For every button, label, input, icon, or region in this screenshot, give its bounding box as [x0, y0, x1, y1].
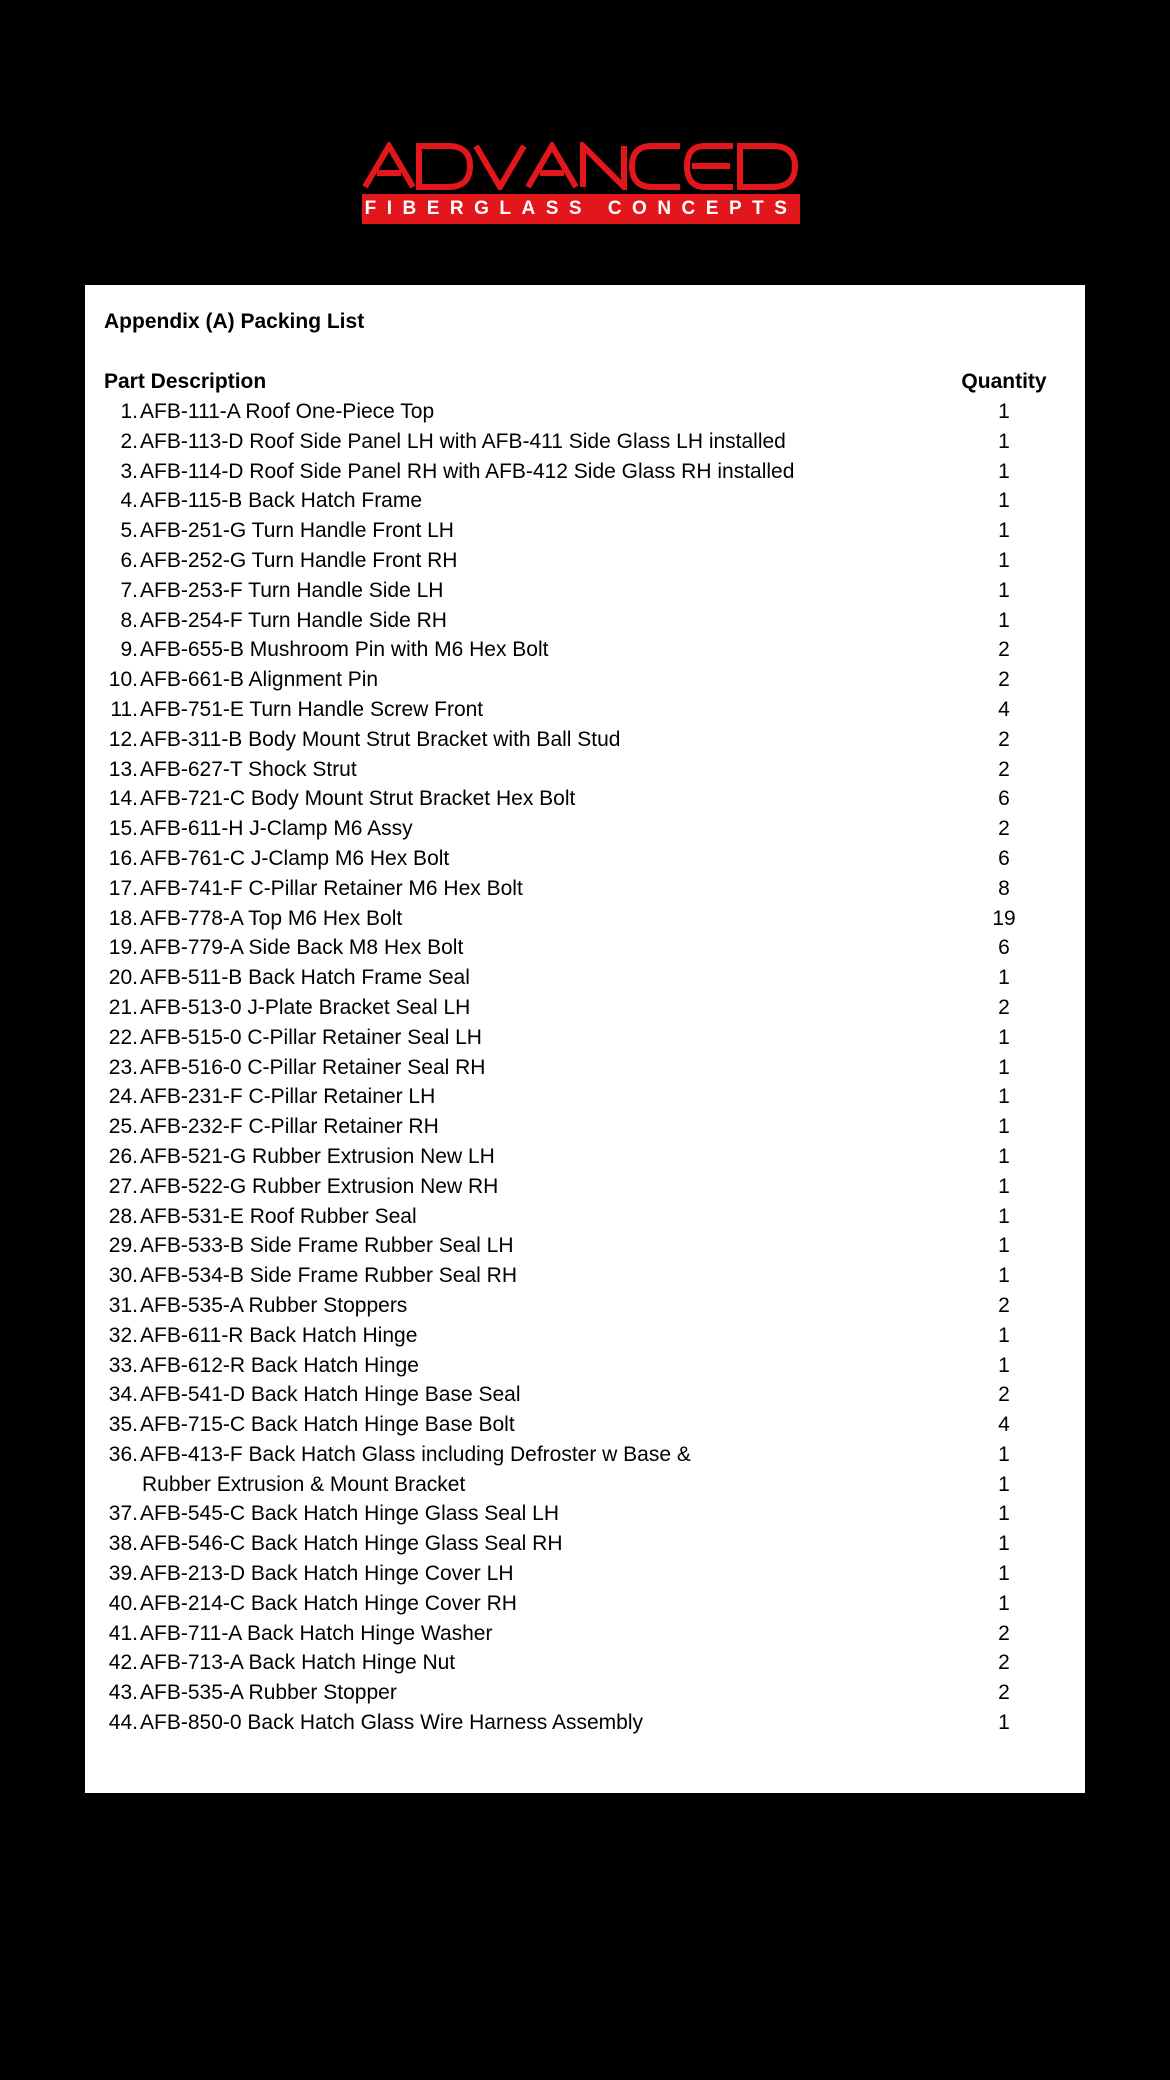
item-number: 6.: [120, 548, 138, 572]
list-item: [85, 1470, 1085, 1500]
list-item: [85, 1648, 1085, 1678]
list-item: [85, 1142, 1085, 1172]
item-description: AFB-231-F C-Pillar Retainer LH: [140, 1085, 436, 1109]
item-description: AFB-751-E Turn Handle Screw Front: [140, 697, 484, 721]
list-item: [85, 874, 1085, 904]
item-quantity: 1: [998, 1442, 1010, 1466]
item-description: AFB-114-D Roof Side Panel RH with AFB-412 Side Glass RH installed: [140, 459, 795, 483]
item-number: 13.: [108, 757, 138, 781]
item-description: AFB-515-0 C-Pillar Retainer Seal LH: [140, 1025, 482, 1049]
column-header-description: Part Description: [104, 370, 267, 393]
item-description: AFB-611-R Back Hatch Hinge: [140, 1323, 418, 1347]
item-number: 40.: [108, 1591, 138, 1615]
item-number: 44.: [108, 1711, 138, 1735]
item-number: 39.: [108, 1562, 138, 1586]
column-header-quantity: Quantity: [961, 370, 1047, 393]
list-item: [85, 486, 1085, 516]
item-quantity: 1: [998, 608, 1010, 632]
item-quantity: 2: [998, 995, 1010, 1019]
item-number: 36.: [108, 1442, 138, 1466]
item-number: 34.: [108, 1383, 138, 1407]
item-description: AFB-522-G Rubber Extrusion New RH: [140, 1174, 499, 1198]
item-number: 3.: [120, 459, 138, 483]
item-number: 1.: [120, 400, 138, 423]
list-item: [85, 1291, 1085, 1321]
item-description: AFB-535-A Rubber Stoppers: [140, 1293, 408, 1317]
item-number: 38.: [108, 1532, 138, 1556]
item-description: AFB-253-F Turn Handle Side LH: [140, 578, 444, 602]
item-number: 15.: [108, 817, 138, 841]
list-item: [85, 1529, 1085, 1559]
item-quantity: 2: [998, 817, 1010, 841]
item-description: AFB-779-A Side Back M8 Hex Bolt: [140, 936, 464, 960]
item-number: 24.: [108, 1085, 138, 1109]
item-quantity: 4: [998, 697, 1010, 721]
list-item: [85, 546, 1085, 576]
item-number: 12.: [108, 727, 138, 751]
list-item: [85, 665, 1085, 695]
list-item: [85, 1708, 1085, 1738]
item-quantity: 1: [998, 1025, 1010, 1049]
item-quantity: 2: [998, 1293, 1010, 1317]
item-quantity: 1: [998, 1174, 1010, 1198]
item-quantity: 2: [998, 757, 1010, 781]
item-number: 33.: [108, 1353, 138, 1377]
item-quantity: 8: [998, 876, 1010, 900]
item-number: 35.: [108, 1413, 138, 1437]
list-item: [85, 844, 1085, 874]
item-quantity: 6: [998, 846, 1010, 870]
item-number: 26.: [108, 1144, 138, 1168]
item-quantity: 1: [998, 1115, 1010, 1139]
item-number: 27.: [108, 1174, 138, 1198]
list-item: [85, 1231, 1085, 1261]
item-number: 16.: [108, 846, 138, 870]
item-quantity: 6: [998, 936, 1010, 960]
item-quantity: 1: [998, 1591, 1010, 1615]
packing-list-page: [85, 285, 1085, 1793]
item-number: 30.: [108, 1264, 138, 1288]
list-item: [85, 457, 1085, 487]
item-quantity: 1: [998, 1532, 1010, 1556]
item-description: AFB-516-0 C-Pillar Retainer Seal RH: [140, 1055, 486, 1079]
item-number: 11.: [110, 697, 138, 721]
item-description: AFB-711-A Back Hatch Hinge Washer: [140, 1621, 493, 1645]
list-item: [85, 1410, 1085, 1440]
list-item: [85, 1351, 1085, 1381]
item-quantity: 1: [998, 1204, 1010, 1228]
item-quantity: 1: [998, 400, 1010, 423]
item-description: AFB-311-B Body Mount Strut Bracket with Ball Stud: [140, 727, 621, 751]
item-number: 19.: [108, 936, 138, 960]
list-item: [85, 1678, 1085, 1708]
item-description: AFB-513-0 J-Plate Bracket Seal LH: [140, 995, 471, 1019]
list-item: [85, 1619, 1085, 1649]
list-item: [85, 725, 1085, 755]
item-number: 41.: [108, 1621, 138, 1645]
item-description: AFB-546-C Back Hatch Hinge Glass Seal RH: [140, 1532, 563, 1556]
list-item: [85, 755, 1085, 785]
list-item: [85, 784, 1085, 814]
item-quantity: 1: [998, 519, 1010, 543]
item-description: AFB-214-C Back Hatch Hinge Cover RH: [140, 1591, 517, 1615]
item-quantity: 1: [998, 1234, 1010, 1258]
item-number: 17.: [108, 876, 138, 900]
item-description: AFB-254-F Turn Handle Side RH: [140, 608, 447, 632]
item-number: 29.: [108, 1234, 138, 1258]
list-item: [85, 1589, 1085, 1619]
list-item: [85, 993, 1085, 1023]
item-number: 8.: [120, 608, 138, 632]
item-description: Rubber Extrusion & Mount Bracket: [142, 1472, 466, 1496]
logo-tagline: FIBERGLASS CONCEPTS: [362, 194, 800, 224]
item-number: 42.: [108, 1651, 138, 1675]
item-description: AFB-232-F C-Pillar Retainer RH: [140, 1115, 439, 1139]
item-description: AFB-531-E Roof Rubber Seal: [140, 1204, 417, 1228]
item-description: AFB-113-D Roof Side Panel LH with AFB-411 Side Glass LH installed: [140, 429, 786, 453]
item-quantity: 1: [998, 1562, 1010, 1586]
list-item: [85, 1261, 1085, 1291]
list-item: [85, 1053, 1085, 1083]
item-number: 31.: [108, 1293, 138, 1317]
list-item: [85, 635, 1085, 665]
item-quantity: 1: [998, 1502, 1010, 1526]
item-description: AFB-115-B Back Hatch Frame: [140, 489, 423, 513]
item-description: AFB-627-T Shock Strut: [140, 757, 357, 781]
list-item: [85, 814, 1085, 844]
item-quantity: 1: [998, 1353, 1010, 1377]
item-quantity: 19: [992, 906, 1016, 930]
item-description: AFB-721-C Body Mount Strut Bracket Hex Bolt: [140, 787, 576, 811]
item-description: AFB-413-F Back Hatch Glass including Defroster w Base &: [140, 1442, 691, 1466]
item-number: 37.: [108, 1502, 138, 1526]
item-description: AFB-611-H J-Clamp M6 Assy: [140, 817, 413, 841]
item-number: 23.: [108, 1055, 138, 1079]
list-item: [85, 1172, 1085, 1202]
item-description: AFB-251-G Turn Handle Front LH: [140, 519, 454, 543]
item-quantity: 6: [998, 787, 1010, 811]
item-number: 43.: [108, 1681, 138, 1705]
item-quantity: 1: [998, 966, 1010, 990]
item-description: AFB-535-A Rubber Stopper: [140, 1681, 397, 1705]
item-quantity: 2: [998, 1383, 1010, 1407]
item-description: AFB-612-R Back Hatch Hinge: [140, 1353, 419, 1377]
item-number: 5.: [120, 519, 138, 543]
item-number: 25.: [108, 1115, 138, 1139]
item-description: AFB-213-D Back Hatch Hinge Cover LH: [140, 1562, 514, 1586]
list-item: [85, 933, 1085, 963]
item-description: AFB-713-A Back Hatch Hinge Nut: [140, 1651, 456, 1675]
item-description: AFB-741-F C-Pillar Retainer M6 Hex Bolt: [140, 876, 523, 900]
item-number: 7.: [120, 578, 138, 602]
packing-list: [85, 397, 1085, 1738]
item-quantity: 1: [998, 1085, 1010, 1109]
document-title: Appendix (A) Packing List: [104, 310, 365, 333]
item-quantity: 1: [998, 578, 1010, 602]
list-item: [85, 1380, 1085, 1410]
logo-wordmark: [362, 142, 800, 190]
item-description: AFB-541-D Back Hatch Hinge Base Seal: [140, 1383, 521, 1407]
list-item: [85, 1321, 1085, 1351]
item-quantity: 1: [998, 548, 1010, 572]
list-item: [85, 606, 1085, 636]
item-quantity: 1: [998, 1144, 1010, 1168]
item-number: 28.: [108, 1204, 138, 1228]
brand-logo: [362, 142, 800, 224]
item-quantity: 2: [998, 1681, 1010, 1705]
list-item: [85, 1440, 1085, 1470]
item-number: 10.: [108, 668, 138, 692]
item-description: AFB-111-A Roof One-Piece Top: [140, 400, 435, 423]
item-quantity: 2: [998, 1621, 1010, 1645]
list-item: [85, 963, 1085, 993]
item-quantity: 2: [998, 1651, 1010, 1675]
list-item: [85, 904, 1085, 934]
item-number: 4.: [120, 489, 138, 513]
item-description: AFB-661-B Alignment Pin: [140, 668, 379, 692]
item-description: AFB-761-C J-Clamp M6 Hex Bolt: [140, 846, 450, 870]
list-item: [85, 1499, 1085, 1529]
list-item: [85, 695, 1085, 725]
item-number: 20.: [108, 966, 138, 990]
item-number: 2.: [120, 429, 138, 453]
item-number: 32.: [108, 1323, 138, 1347]
item-number: 14.: [108, 787, 138, 811]
list-item: [85, 516, 1085, 546]
item-description: AFB-511-B Back Hatch Frame Seal: [140, 966, 470, 990]
item-description: AFB-545-C Back Hatch Hinge Glass Seal LH: [140, 1502, 560, 1526]
item-quantity: 1: [998, 1323, 1010, 1347]
item-quantity: 4: [998, 1413, 1010, 1437]
item-description: AFB-252-G Turn Handle Front RH: [140, 548, 458, 572]
item-quantity: 1: [998, 1711, 1010, 1735]
item-description: AFB-521-G Rubber Extrusion New LH: [140, 1144, 495, 1168]
item-quantity: 1: [998, 1055, 1010, 1079]
item-quantity: 2: [998, 727, 1010, 751]
list-item: [85, 1202, 1085, 1232]
item-description: AFB-655-B Mushroom Pin with M6 Hex Bolt: [140, 638, 549, 662]
list-item: [85, 1082, 1085, 1112]
item-number: 18.: [108, 906, 138, 930]
item-quantity: 1: [998, 429, 1010, 453]
item-quantity: 2: [998, 668, 1010, 692]
item-description: AFB-715-C Back Hatch Hinge Base Bolt: [140, 1413, 515, 1437]
list-item: [85, 1559, 1085, 1589]
item-quantity: 1: [998, 459, 1010, 483]
item-quantity: 1: [998, 1264, 1010, 1288]
item-description: AFB-850-0 Back Hatch Glass Wire Harness Assembly: [140, 1711, 643, 1735]
item-description: AFB-533-B Side Frame Rubber Seal LH: [140, 1234, 514, 1258]
item-number: 22.: [108, 1025, 138, 1049]
list-item: [85, 427, 1085, 457]
item-quantity: 2: [998, 638, 1010, 662]
item-quantity: 1: [998, 489, 1010, 513]
list-item: [85, 576, 1085, 606]
item-number: 9.: [120, 638, 138, 662]
list-item: [85, 1023, 1085, 1053]
item-description: AFB-534-B Side Frame Rubber Seal RH: [140, 1264, 517, 1288]
list-item: [85, 397, 1085, 427]
item-description: AFB-778-A Top M6 Hex Bolt: [140, 906, 403, 930]
item-quantity: 1: [998, 1472, 1010, 1496]
list-item: [85, 1112, 1085, 1142]
item-number: 21.: [108, 995, 138, 1019]
logo-wordmark-graphic: [362, 142, 800, 190]
